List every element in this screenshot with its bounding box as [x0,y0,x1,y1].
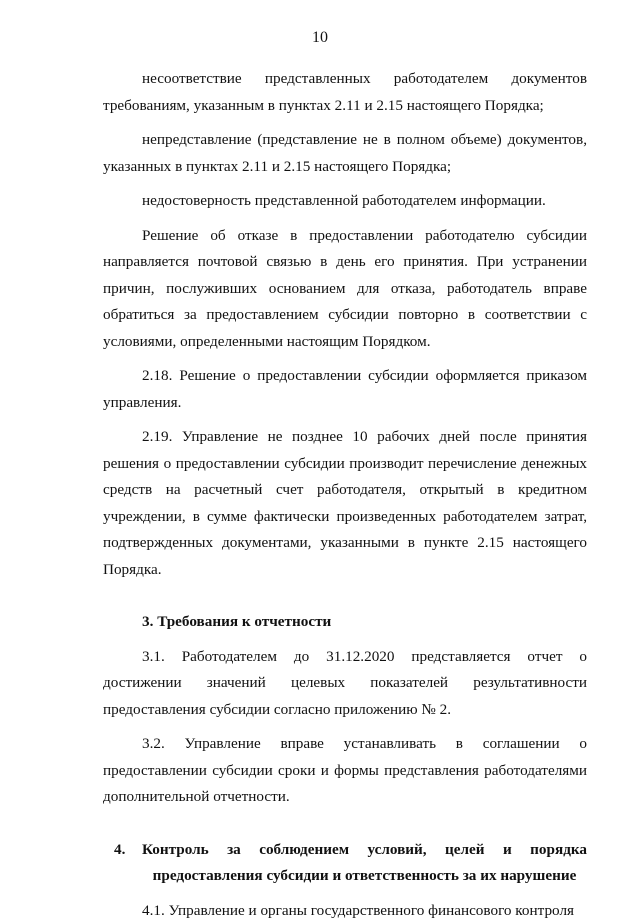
page-number: 10 [0,29,640,47]
paragraph: недостоверность представленной работодателем информации. [103,188,587,215]
paragraph: 4.1. Управление и органы государственного финансового контроля [103,898,587,924]
section-title: Контроль за соблюдением условий, целей и порядка предоставления субсидии и ответственность за их нарушение [142,837,587,890]
paragraph: непредставление (представление не в полном объеме) документов, указанных в пунктах 2.11 и 2.15 настоящего Порядка; [103,127,587,180]
document-body [103,66,587,924]
paragraph: Решение об отказе в предоставлении работодателю субсидии направляется почтовой связью в день его принятия. При устранении причин, послуживших основанием для отказа, работодатель вправе обратиться за предоставлением субсидии повторно в соответствии с условиями, определенными настоящим Порядком. [103,223,587,356]
section-heading: 3. Требования к отчетности [103,609,587,636]
section-number: 4. [114,837,142,864]
paragraph: несоответствие представленных работодателем документов требованиям, указанным в пунктах 2.11 и 2.15 настоящего Порядка; [103,66,587,119]
paragraph: 3.1. Работодателем до 31.12.2020 представляется отчет о достижении значений целевых показателей результативности предоставления субсидии согласно приложению № 2. [103,644,587,724]
paragraph: 2.18. Решение о предоставлении субсидии оформляется приказом управления. [103,363,587,416]
paragraph: 2.19. Управление не позднее 10 рабочих дней после принятия решения о предоставлении субсидии производит перечисление денежных средств на расчетный счет работодателя, открытый в кредитном учреждении, в сумме фактически произведенных работодателем затрат, подтвержденных документами, указанными в пункте 2.15 настоящего Порядка. [103,424,587,583]
paragraph: 3.2. Управление вправе устанавливать в соглашении о предоставлении субсидии сроки и формы представления работодателями дополнительной отчетности. [103,731,587,811]
section-heading [103,837,587,890]
